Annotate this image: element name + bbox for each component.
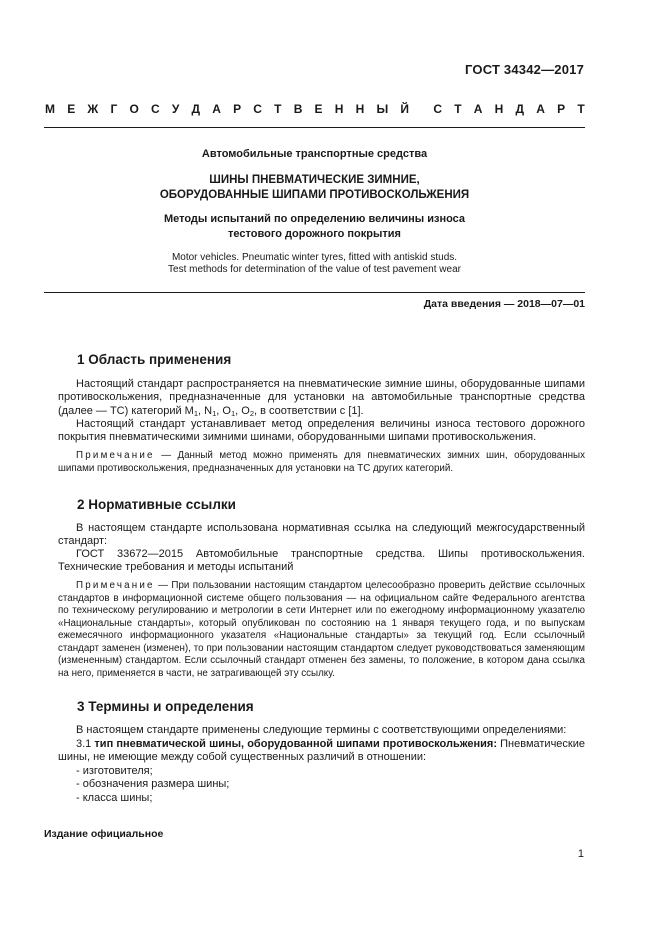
interstate-letter: А: [536, 102, 545, 116]
term-3-1: 3.1 тип пневматической шины, оборудованной шипами противоскольжения: Пневматические шины, не имеющие между собой существенных различий в отношении:: [58, 738, 585, 764]
interstate-letter: Н: [355, 102, 365, 116]
interstate-letter: О: [129, 102, 139, 116]
term-3-1-name: тип пневматической шины, оборудованной шипами противоскольжения:: [94, 738, 497, 750]
section-2-paragraph-1: В настоящем стандарте использована нормативная ссылка на следующий межгосударственный стандарт:: [58, 522, 585, 548]
interstate-letter: Н: [334, 102, 344, 116]
list-item: - класса шины;: [76, 792, 229, 805]
list-item: - обозначения размера шины;: [76, 778, 229, 791]
interstate-letter: Д: [191, 102, 201, 116]
interstate-letter: Н: [494, 102, 504, 116]
standard-group-title: Автомобильные транспортные средства: [201, 148, 428, 160]
subtitle-line-1: Методы испытаний по определению величины износа: [163, 213, 466, 225]
interstate-letter: Т: [577, 102, 585, 116]
official-edition-label: Издание официальное: [44, 828, 164, 840]
main-title-line-1: ШИНЫ ПНЕВМАТИЧЕСКИЕ ЗИМНИЕ,: [209, 174, 420, 186]
interstate-letter: У: [171, 102, 180, 116]
interstate-letter: А: [212, 102, 221, 116]
english-title: [44, 252, 585, 276]
interstate-letter: М: [45, 102, 55, 116]
section-1-note: Примечание — Данный метод можно применять для пневматических зимних шин, оборудованных шипами противоскольжения, предназначенных для установки на ТС других категорий.: [58, 450, 585, 474]
interstate-letter: С: [150, 102, 160, 116]
interstate-letter: Г: [110, 102, 118, 116]
interstate-standard-heading: [45, 102, 585, 116]
introduction-date: Дата введения — 2018—07—01: [423, 298, 585, 310]
interstate-letter: Р: [233, 102, 242, 116]
interstate-letter: А: [473, 102, 483, 116]
section-1-paragraph-1: Настоящий стандарт распространяется на пневматические зимние шины, оборудованные шипами противоскольжения, предназначенные для установки на автомобильные транспортные средства (далее — ТС) категорий $M_1$, $N_1$, $O_1$, $O_2$, в соответствии с [1].: [58, 378, 585, 418]
english-title-line-1: Motor vehicles. Pneumatic winter tyres, fitted with antiskid studs.: [171, 252, 458, 263]
note-label: Примечание: [76, 580, 155, 591]
subtitle-line-2: тестового дорожного покрытия: [228, 228, 401, 240]
interstate-letter: В: [293, 102, 303, 116]
section-3-heading: 3 Термины и определения: [77, 699, 254, 714]
interstate-letter: Ы: [376, 102, 389, 116]
interstate-letter: Й: [400, 102, 410, 116]
document-number: ГОСТ 34342—2017: [465, 62, 584, 77]
main-title-line-2: ОБОРУДОВАННЫЕ ШИПАМИ ПРОТИВОСКОЛЬЖЕНИЯ: [159, 189, 470, 201]
english-title-line-2: Test methods for determination of the value of test pavement wear: [168, 264, 461, 275]
page-number: 1: [577, 848, 584, 860]
interstate-letter: С: [253, 102, 262, 116]
interstate-letter: Д: [515, 102, 525, 116]
section-2-note: Примечание — При пользовании настоящим стандартом целесообразно проверить действие ссылочных стандартов в информационной системе общего пользования — на официальном сайте Федерального агентства по техническому регулированию и метрологии в сети Интернет или по ежегодному информационному указателю «Национальные стандарты», который опубликован по состоянию на 1 января текущего года, и по выпускам ежемесячного информационного указателя «Национальные стандарты» за текущий год. Если ссылочный стандарт заменен (изменен), то при пользовании настоящим стандартом следует руководствоваться заменяющим (измененным) стандартом. Если ссылочный стандарт отменен без замены, то положение, в котором дана ссылка на него, применяется в части, не затрагивающей эту ссылку.: [58, 580, 585, 679]
interstate-letter: Е: [314, 102, 323, 116]
interstate-letter: Р: [557, 102, 566, 116]
section-2-paragraph-2: ГОСТ 33672—2015 Автомобильные транспортные средства. Шипы противоскольжения. Технические требования и методы испытаний: [58, 548, 585, 574]
interstate-letter: Е: [67, 102, 76, 116]
title-divider: [44, 292, 585, 293]
standard-subtitle: [44, 212, 585, 242]
section-3-paragraph-1: В настоящем стандарте применены следующие термины с соответствующими определениями:: [76, 724, 567, 736]
interstate-letter: Т: [274, 102, 282, 116]
standard-main-title: [44, 173, 585, 203]
interstate-letter: Т: [454, 102, 462, 116]
top-divider: [44, 127, 585, 128]
note-label: Примечание: [76, 450, 155, 461]
term-3-1-list: [76, 765, 229, 805]
interstate-letter: Ж: [87, 102, 99, 116]
section-1-paragraph-2: Настоящий стандарт устанавливает метод определения величины износа тестового дорожного покрытия пневматическими зимними шинами, оборудованными шипами противоскольжения.: [58, 418, 585, 444]
interstate-letter: С: [433, 102, 443, 116]
section-2-heading: 2 Нормативные ссылки: [77, 497, 236, 512]
section-1-heading: 1 Область применения: [77, 352, 232, 367]
list-item: - изготовителя;: [76, 765, 229, 778]
